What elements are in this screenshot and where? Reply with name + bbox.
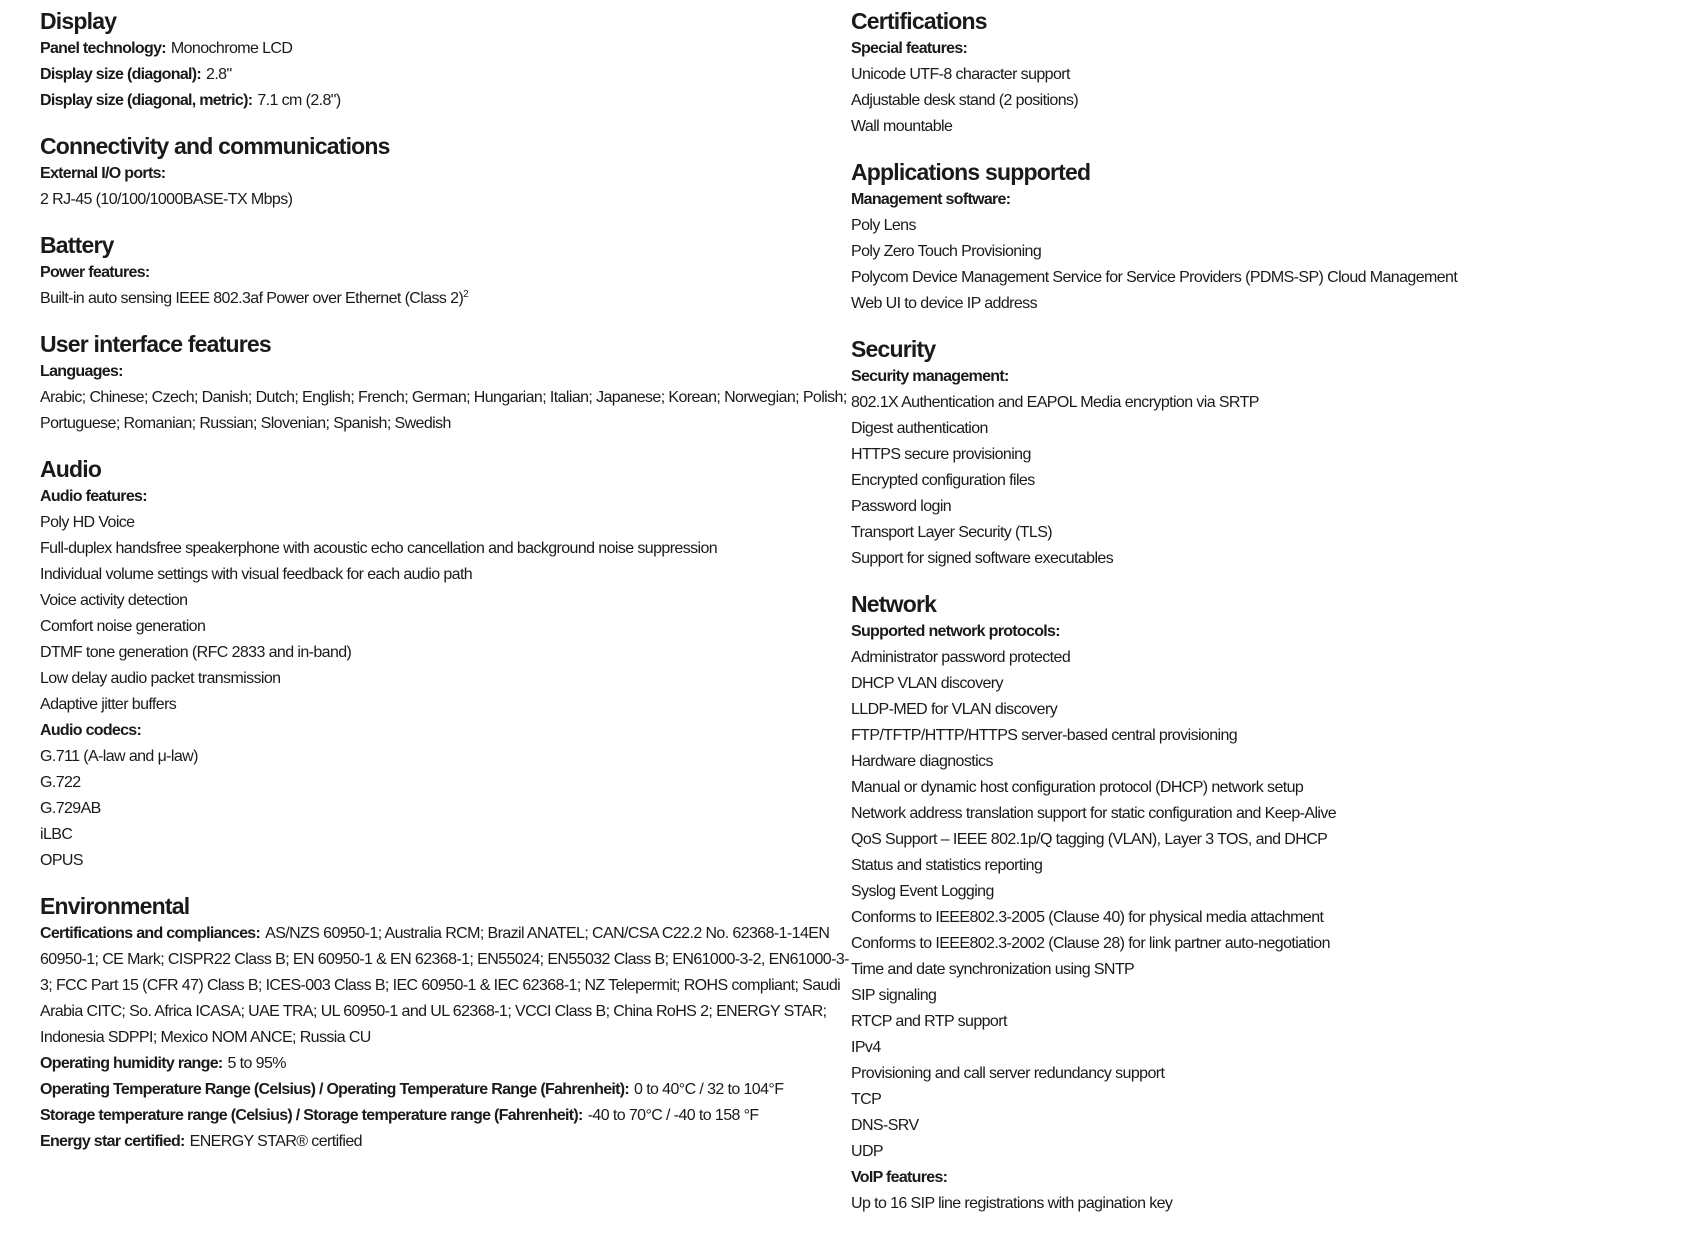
spec-value: Provisioning and call server redundancy support xyxy=(851,1065,1165,1082)
spec-value: Syslog Event Logging xyxy=(851,883,994,900)
spec-list-item xyxy=(851,1139,1651,1165)
spec-value: 7.1 cm (2.8") xyxy=(257,92,341,109)
spec-list-item xyxy=(40,385,852,437)
spec-list-item xyxy=(851,1061,1651,1087)
spec-value: 2.8" xyxy=(206,66,232,83)
spec-list-item xyxy=(851,1087,1651,1113)
section-security xyxy=(851,334,1651,572)
spec-list-item xyxy=(851,671,1651,697)
spec-subheading: VoIP features: xyxy=(851,1169,948,1186)
spec-value: Up to 16 SIP line registrations with pagination key xyxy=(851,1195,1173,1212)
spec-label: Operating humidity range: xyxy=(40,1055,223,1072)
spec-column-left xyxy=(40,6,852,1172)
spec-value: Web UI to device IP address xyxy=(851,295,1037,312)
spec-value: UDP xyxy=(851,1143,883,1160)
spec-label: Operating Temperature Range (Celsius) / Operating Temperature Range (Fahrenheit): xyxy=(40,1081,630,1098)
spec-list-item xyxy=(851,88,1651,114)
spec-list-item xyxy=(851,494,1651,520)
section-title: Network xyxy=(851,591,937,617)
spec-list-item xyxy=(851,291,1651,317)
section-audio xyxy=(40,454,852,874)
spec-column-right xyxy=(851,6,1651,1234)
section-title: Applications supported xyxy=(851,159,1091,185)
spec-value: 5 to 95% xyxy=(227,1055,286,1072)
spec-list-item xyxy=(851,853,1651,879)
spec-value: 2 RJ-45 (10/100/1000BASE-TX Mbps) xyxy=(40,191,293,208)
spec-value: Network address translation support for static configuration and Keep-Alive xyxy=(851,805,1337,822)
section-environmental xyxy=(40,891,852,1155)
section-title: Certifications xyxy=(851,8,987,34)
spec-label: Display size (diagonal): xyxy=(40,66,202,83)
spec-value: Poly HD Voice xyxy=(40,514,135,531)
spec-value: Adaptive jitter buffers xyxy=(40,696,177,713)
spec-subheading: Special features: xyxy=(851,40,968,57)
spec-value: Hardware diagnostics xyxy=(851,753,993,770)
section-display xyxy=(40,6,852,114)
spec-row xyxy=(40,88,852,114)
section-title: User interface features xyxy=(40,331,271,357)
section-user-interface-features xyxy=(40,329,852,437)
spec-list-item xyxy=(851,416,1651,442)
spec-value: FTP/TFTP/HTTP/HTTPS server-based central provisioning xyxy=(851,727,1238,744)
spec-list-item xyxy=(40,666,852,692)
spec-list-item xyxy=(851,390,1651,416)
spec-list-item xyxy=(40,286,852,312)
spec-value: Administrator password protected xyxy=(851,649,1071,666)
spec-value: 802.1X Authentication and EAPOL Media encryption via SRTP xyxy=(851,394,1259,411)
spec-subheading: Management software: xyxy=(851,191,1011,208)
spec-list-item xyxy=(40,822,852,848)
spec-list-item xyxy=(851,749,1651,775)
spec-row xyxy=(40,1129,852,1155)
spec-value: AS/NZS 60950-1; Australia RCM; Brazil ANATEL; CAN/CSA C22.2 No. 62368-1-14EN 60950-1; CE Mark; CISPR22 Class B; EN 60950-1 & EN 62368-1; EN55024; EN55032 Class B; EN61000-3-2, EN61000-3-3; FCC Part 15 (CFR 47) Class B; ICES-003 Class B; IEC 60950-1 & IEC 62368-1; NZ Telepermit; ROHS compliant; Saudi Arabia CITC; So. Africa ICASA; UAE TRA; UL 60950-1 and UL 62368-1; VCCI Class B; China RoHS 2; ENERGY STAR; Indonesia SDPPI; Mexico NOM ANCE; Russia CU xyxy=(40,925,849,1046)
spec-value: Low delay audio packet transmission xyxy=(40,670,281,687)
spec-value: OPUS xyxy=(40,852,83,869)
spec-value: Individual volume settings with visual feedback for each audio path xyxy=(40,566,473,583)
spec-list-item xyxy=(851,801,1651,827)
spec-subheading: External I/O ports: xyxy=(40,165,166,182)
spec-list-item xyxy=(851,1191,1651,1217)
spec-list-item xyxy=(851,983,1651,1009)
section-title: Audio xyxy=(40,456,102,482)
section-certifications xyxy=(851,6,1651,140)
spec-list-item xyxy=(851,879,1651,905)
spec-list-item xyxy=(851,645,1651,671)
spec-value: RTCP and RTP support xyxy=(851,1013,1007,1030)
section-applications-supported xyxy=(851,157,1651,317)
section-title: Display xyxy=(40,8,117,34)
spec-value: DTMF tone generation (RFC 2833 and in-band) xyxy=(40,644,352,661)
spec-list-item xyxy=(40,510,852,536)
spec-subheading: Security management: xyxy=(851,368,1009,385)
spec-row xyxy=(40,62,852,88)
spec-list-item xyxy=(851,723,1651,749)
spec-value: HTTPS secure provisioning xyxy=(851,446,1031,463)
spec-value: TCP xyxy=(851,1091,882,1108)
spec-value: Built-in auto sensing IEEE 802.3af Power over Ethernet (Class 2) xyxy=(40,290,464,307)
spec-list-item xyxy=(851,905,1651,931)
spec-list-item xyxy=(851,442,1651,468)
spec-value: Arabic; Chinese; Czech; Danish; Dutch; English; French; German; Hungarian; Italian; Japanese; Korean; Norwegian; Polish; Portuguese; Romanian; Russian; Slovenian; Spanish; Swedish xyxy=(40,389,847,432)
spec-row xyxy=(40,1077,852,1103)
spec-value: Conforms to IEEE802.3-2005 (Clause 40) for physical media attachment xyxy=(851,909,1324,926)
spec-value: Transport Layer Security (TLS) xyxy=(851,524,1053,541)
spec-list-item xyxy=(851,114,1651,140)
spec-list-item xyxy=(40,848,852,874)
section-title: Environmental xyxy=(40,893,190,919)
spec-value: Status and statistics reporting xyxy=(851,857,1043,874)
spec-label: Display size (diagonal, metric): xyxy=(40,92,253,109)
spec-value: Conforms to IEEE802.3-2002 (Clause 28) for link partner auto-negotiation xyxy=(851,935,1330,952)
spec-row xyxy=(40,36,852,62)
spec-value: 0 to 40°C / 32 to 104°F xyxy=(634,1081,784,1098)
spec-value: Polycom Device Management Service for Service Providers (PDMS-SP) Cloud Management xyxy=(851,269,1458,286)
section-title: Battery xyxy=(40,232,114,258)
spec-subheading: Audio features: xyxy=(40,488,147,505)
spec-value: Voice activity detection xyxy=(40,592,188,609)
spec-list-item xyxy=(851,1009,1651,1035)
spec-label: Panel technology: xyxy=(40,40,166,57)
spec-list-item xyxy=(40,796,852,822)
spec-value: Digest authentication xyxy=(851,420,988,437)
spec-list-item xyxy=(851,697,1651,723)
spec-list-item xyxy=(851,1113,1651,1139)
spec-value: Password login xyxy=(851,498,952,515)
spec-value: Poly Zero Touch Provisioning xyxy=(851,243,1042,260)
spec-list-item xyxy=(851,1035,1651,1061)
spec-value: Comfort noise generation xyxy=(40,618,206,635)
spec-value: LLDP-MED for VLAN discovery xyxy=(851,701,1058,718)
spec-value: SIP signaling xyxy=(851,987,937,1004)
spec-list-item xyxy=(40,562,852,588)
spec-list-item xyxy=(40,187,852,213)
spec-value: DNS-SRV xyxy=(851,1117,919,1134)
section-network xyxy=(851,589,1651,1217)
section-title: Security xyxy=(851,336,936,362)
spec-list-item xyxy=(851,546,1651,572)
spec-value: Unicode UTF-8 character support xyxy=(851,66,1070,83)
spec-value: Poly Lens xyxy=(851,217,916,234)
spec-list-item xyxy=(851,931,1651,957)
spec-value: G.711 (A-law and μ-law) xyxy=(40,748,198,765)
spec-list-item xyxy=(851,775,1651,801)
section-title: Connectivity and communications xyxy=(40,133,390,159)
spec-row xyxy=(40,1103,852,1129)
spec-label: Storage temperature range (Celsius) / Storage temperature range (Fahrenheit): xyxy=(40,1107,583,1124)
spec-label: Energy star certified: xyxy=(40,1133,185,1150)
spec-value: QoS Support – IEEE 802.1p/Q tagging (VLAN), Layer 3 TOS, and DHCP xyxy=(851,831,1328,848)
spec-list-item xyxy=(851,265,1651,291)
spec-list-item xyxy=(40,614,852,640)
spec-subheading: Languages: xyxy=(40,363,123,380)
spec-list-item xyxy=(851,957,1651,983)
spec-value: ENERGY STAR® certified xyxy=(189,1133,362,1150)
spec-value: Manual or dynamic host configuration protocol (DHCP) network setup xyxy=(851,779,1304,796)
spec-subheading: Audio codecs: xyxy=(40,722,142,739)
spec-value: Support for signed software executables xyxy=(851,550,1114,567)
spec-value: IPv4 xyxy=(851,1039,881,1056)
spec-value: Full-duplex handsfree speakerphone with acoustic echo cancellation and background noise suppression xyxy=(40,540,718,557)
spec-value: iLBC xyxy=(40,826,73,843)
spec-value: Monochrome LCD xyxy=(170,40,293,57)
spec-list-item xyxy=(851,62,1651,88)
spec-list-item xyxy=(851,468,1651,494)
spec-value: G.729AB xyxy=(40,800,101,817)
spec-list-item xyxy=(40,536,852,562)
section-connectivity-and-communications xyxy=(40,131,852,213)
spec-list-item xyxy=(851,520,1651,546)
spec-row xyxy=(40,1051,852,1077)
spec-value: Wall mountable xyxy=(851,118,953,135)
spec-list-item xyxy=(40,640,852,666)
spec-list-item xyxy=(40,588,852,614)
section-battery xyxy=(40,230,852,312)
spec-value: Time and date synchronization using SNTP xyxy=(851,961,1135,978)
spec-list-item xyxy=(40,770,852,796)
spec-list-item xyxy=(851,827,1651,853)
spec-row xyxy=(40,921,852,1051)
spec-value: Encrypted configuration files xyxy=(851,472,1035,489)
spec-subheading: Power features: xyxy=(40,264,150,281)
spec-list-item xyxy=(40,744,852,770)
spec-value: Adjustable desk stand (2 positions) xyxy=(851,92,1079,109)
spec-value: G.722 xyxy=(40,774,81,791)
spec-value: DHCP VLAN discovery xyxy=(851,675,1003,692)
spec-list-item xyxy=(40,692,852,718)
spec-subheading: Supported network protocols: xyxy=(851,623,1060,640)
footnote-marker: 2 xyxy=(463,289,469,300)
spec-list-item xyxy=(851,213,1651,239)
spec-list-item xyxy=(851,239,1651,265)
spec-value: -40 to 70°C / -40 to 158 °F xyxy=(587,1107,759,1124)
spec-label: Certifications and compliances: xyxy=(40,925,261,942)
